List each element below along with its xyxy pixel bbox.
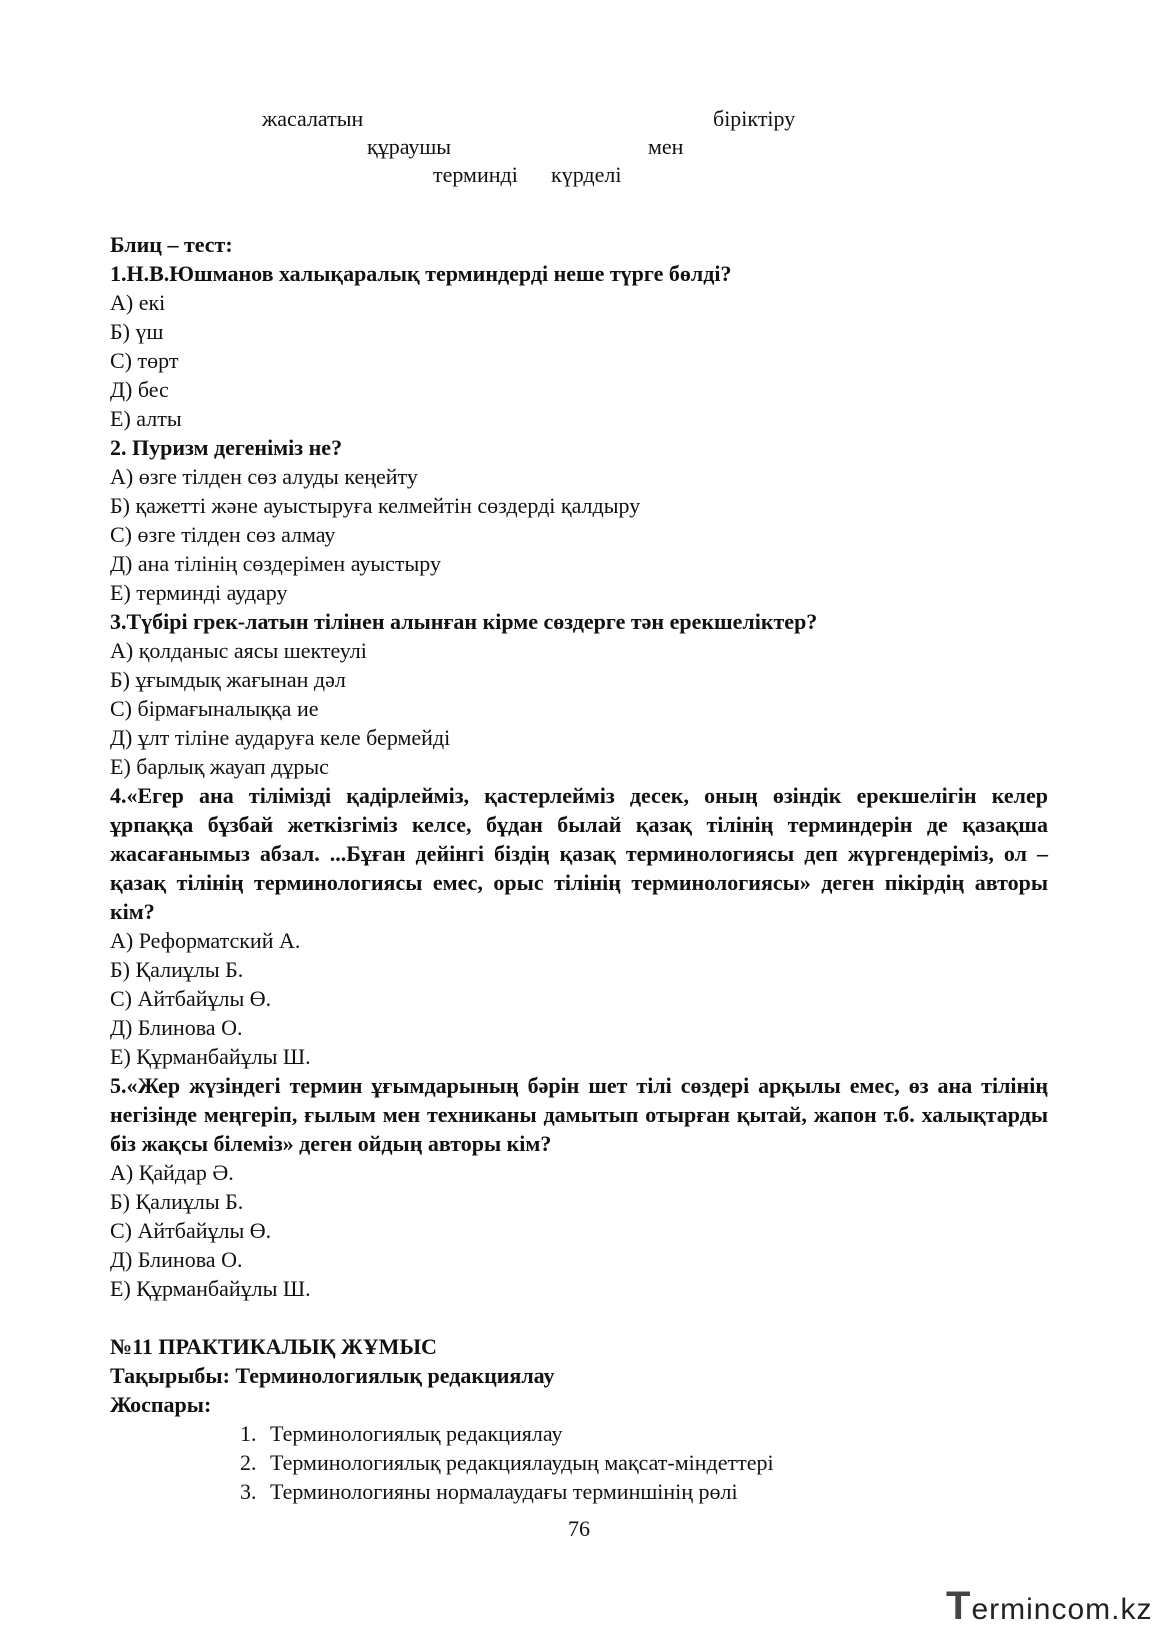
question-3: 3.Түбірі грек-латын тілінен алынған кірме сөздерге тән ерекшеліктер? <box>110 609 818 634</box>
q2-option-d: Д) ана тілінің сөздерімен ауыстыру <box>110 551 441 576</box>
plan-list <box>110 1419 1048 1506</box>
practical-topic: Тақырыбы: Терминологиялық редакциялау <box>110 1363 555 1388</box>
top-word-5: терминді <box>433 162 518 187</box>
q2-option-b: Б) қажетті және ауыстыруға келмейтін сөздерді қалдыру <box>110 493 641 518</box>
q4-option-b: Б) Қалиұлы Б. <box>110 957 244 982</box>
q1-option-a: А) екі <box>110 290 166 315</box>
q4-option-c: С) Айтбайұлы Ө. <box>110 986 272 1011</box>
q3-option-b: Б) ұғымдық жағынан дәл <box>110 667 346 692</box>
q2-option-a: А) өзге тілден сөз алуды кеңейту <box>110 464 418 489</box>
q5-option-e: Е) Құрманбайұлы Ш. <box>110 1276 311 1301</box>
practical-heading: №11 ПРАКТИКАЛЫҚ ЖҰМЫС <box>110 1334 437 1359</box>
q1-option-e: Е) алты <box>110 406 182 431</box>
top-word-4: мен <box>648 134 684 159</box>
q5-option-b: Б) Қалиұлы Б. <box>110 1189 244 1214</box>
top-word-6: күрделі <box>551 162 622 187</box>
question-5: 5.«Жер жүзіндегі термин ұғымдарының бәрін шет тілі сөздері арқылы емес, өз ана тілінің негізінде меңгеріп, ғылым мен техниканы дамытып отырған қытай, жапон т.б. халықтарды біз жақсы білеміз» деген ойдың авторы кім? <box>110 1073 1048 1156</box>
q2-option-e: Е) терминді аудару <box>110 580 288 605</box>
termincom-watermark-logo: Termincom.kz <box>946 1584 1153 1628</box>
q5-option-c: С) Айтбайұлы Ө. <box>110 1218 272 1243</box>
plan-item: 1. Терминологиялық редакциялау <box>240 1421 563 1446</box>
q1-option-c: С) төрт <box>110 348 179 373</box>
plan-item: 2. Терминологиялық редакциялаудың мақсат-міндеттері <box>240 1450 774 1475</box>
q3-option-d: Д) ұлт тіліне аударуға келе бермейді <box>110 725 451 750</box>
q5-option-a: А) Қайдар Ә. <box>110 1160 234 1185</box>
top-word-2: біріктіру <box>713 106 796 131</box>
question-4: 4.«Егер ана тілімізді қадірлейміз, қастерлейміз десек, оның өзіндік ерекшелігін келер ұрпаққа бұзбай жеткізгіміз келсе, бұдан былай қазақ тілінің терминдерін де қазақша жасағанымыз абзал. ...Бұған дейінгі біздің қазақ терминологиясы деп жүргендеріміз, ол – қазақ тілінің терминологиясы емес, орыс тілінің терминологиясы» деген пікірдің авторы кім? <box>110 783 1048 924</box>
q1-option-d: Д) бес <box>110 377 169 402</box>
q5-option-d: Д) Блинова О. <box>110 1247 243 1272</box>
blitz-test-title: Блиц – тест: <box>110 232 233 257</box>
top-word-1: жасалатын <box>262 106 364 131</box>
q4-option-d: Д) Блинова О. <box>110 1015 243 1040</box>
q3-option-a: А) қолданыс аясы шектеулі <box>110 638 367 663</box>
document-body <box>110 230 1048 1506</box>
q3-option-e: Е) барлық жауап дұрыс <box>110 754 329 779</box>
q2-option-c: С) өзге тілден сөз алмау <box>110 522 336 547</box>
question-2: 2. Пуризм дегеніміз не? <box>110 435 343 460</box>
plan-label: Жоспары: <box>110 1392 212 1417</box>
page-number: 76 <box>568 1516 590 1541</box>
top-word-3: құраушы <box>367 134 452 159</box>
q3-option-c: С) бірмағыналыққа ие <box>110 696 319 721</box>
question-1: 1.Н.В.Юшманов халықаралық терминдерді неше түрге бөлді? <box>110 261 732 286</box>
q1-option-b: Б) үш <box>110 319 164 344</box>
q4-option-e: Е) Құрманбайұлы Ш. <box>110 1044 311 1069</box>
section-spacer <box>110 1303 1048 1332</box>
plan-item: 3. Терминологияны нормалаудағы терминшінің рөлі <box>240 1479 738 1504</box>
q4-option-a: А) Реформатский А. <box>110 928 301 953</box>
